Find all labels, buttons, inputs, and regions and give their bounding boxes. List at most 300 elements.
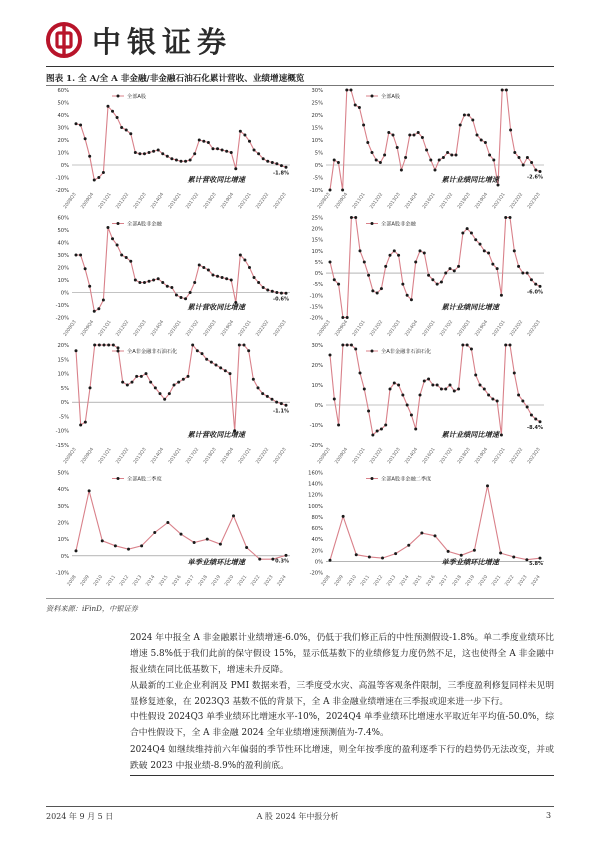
x-tick-label: 2014Q4 [150,319,166,338]
data-point [329,354,332,357]
data-point [111,237,114,240]
brand-name: 中银证券 [92,25,233,59]
x-tick-label: 2012 [373,574,385,588]
y-tick-label: -10% [55,428,69,435]
x-tick-label: 2008Q3 [63,319,78,338]
x-tick-label: 2012Q2 [115,319,131,338]
data-point [88,285,91,288]
data-point [252,378,255,381]
data-point [257,152,260,155]
data-point [243,134,246,137]
x-tick-label: 2018Q3 [457,319,472,338]
data-point [198,139,201,142]
data-point [120,254,123,257]
chart-panel-3 [56,216,290,338]
data-point [530,414,533,417]
end-value-label: -1.1% [273,408,289,415]
data-point [116,244,119,247]
data-point [383,154,386,157]
footer-rule [46,806,554,807]
data-point [102,171,105,174]
chart-panel-1 [56,88,290,210]
data-point [337,161,340,164]
data-point [425,149,428,152]
series-line [76,491,286,559]
data-point [168,392,171,395]
data-point [392,134,395,137]
data-point [221,149,224,152]
data-point [436,384,439,387]
data-point [461,232,464,235]
x-tick-label: 2021Q1 [238,192,253,211]
y-tick-label: 20% [57,343,69,349]
x-tick-label: 2016Q1 [168,447,183,466]
chart-annotation: 单季业绩环比增速 [187,557,245,567]
legend-label: 全A非金融非石油石化 [127,349,178,355]
data-point [79,254,82,257]
data-point [173,384,176,387]
data-point [184,297,187,300]
legend-label: 全部A股二季度 [127,476,162,483]
data-point [440,280,443,283]
data-point [449,384,452,387]
data-point [474,374,477,377]
x-tick-label: 2019 [465,574,477,588]
y-tick-label: -5% [312,282,323,289]
data-point [275,162,278,165]
data-point [414,260,417,263]
x-tick-label: 2011Q1 [352,192,367,211]
data-point [112,344,115,347]
y-tick-label: 30% [311,88,323,94]
chart-panel-5 [56,343,290,465]
y-tick-label: 10% [311,138,323,144]
data-point [135,375,138,378]
x-tick-label: 2023 [263,574,275,588]
x-tick-label: 2019Q4 [474,192,490,211]
series-line [330,90,540,190]
x-tick-label: 2022Q2 [255,319,271,338]
data-point [471,119,474,122]
y-tick-label: 30% [57,253,69,259]
data-point [410,414,413,417]
data-point [363,388,366,391]
data-point [207,141,210,144]
x-tick-label: 2014Q4 [150,447,166,466]
x-tick-label: 2008 [66,574,78,588]
chart-panel-8 [308,471,544,588]
data-point [491,398,494,401]
data-point [509,216,512,219]
paragraph-2 [130,678,554,710]
data-point [362,124,365,127]
end-value-label: -8.4% [527,424,543,431]
data-point [534,283,537,286]
data-point [434,169,437,172]
data-point [358,106,361,109]
data-point [450,154,453,157]
data-point [501,89,504,92]
data-point [333,159,336,162]
x-tick-label: 2018Q3 [457,447,472,466]
data-point [134,279,137,282]
data-point [111,110,114,113]
y-tick-label: -10% [309,293,323,300]
data-point [184,160,187,163]
data-point [480,139,483,142]
y-tick-label: 30% [311,343,323,349]
x-tick-label: 2011Q1 [352,447,367,466]
x-tick-label: 2021 [237,574,249,588]
data-point [175,159,178,162]
x-tick-label: 2021Q1 [238,319,253,338]
data-point [191,344,194,347]
data-point [329,189,332,192]
legend-label: 全A非金融非石油石化 [381,349,432,355]
x-tick-label: 2021Q1 [238,447,253,466]
x-tick-label: 2023Q3 [527,319,542,338]
end-value-label: -1.8% [273,170,289,177]
y-tick-label: 10% [57,150,69,157]
data-point [84,267,87,270]
x-tick-label: 2014Q4 [404,319,420,338]
x-tick-label: 2017Q2 [185,447,201,466]
x-tick-label: 2011Q1 [352,319,367,338]
x-tick-label: 2010 [93,574,104,588]
data-point [444,388,447,391]
x-tick-label: 2017Q2 [439,192,455,211]
chart-panel-7 [56,471,290,588]
y-tick-label: 40% [57,240,69,247]
data-point [367,274,370,277]
y-tick-label: 40% [57,487,69,494]
data-point [239,130,242,133]
x-tick-label: 2017 [438,574,450,588]
source-rule [46,598,554,599]
x-tick-label: 2019Q4 [220,192,236,211]
data-point [496,400,499,403]
data-point [457,265,460,268]
data-point [215,364,218,367]
x-tick-label: 2018Q3 [457,192,472,211]
y-tick-label: 50% [57,228,69,234]
x-tick-label: 2011 [360,574,372,588]
data-point [166,155,169,158]
data-point [525,558,528,561]
data-point [152,279,155,282]
data-point [406,404,409,407]
data-point [417,131,420,134]
footer-title: A 股 2024 年中报分析 [256,812,339,821]
data-point [376,292,379,295]
data-point [449,267,452,270]
data-point [206,538,209,541]
data-point [380,428,383,431]
x-tick-label: 2009 [333,574,345,588]
data-point [438,159,441,162]
x-tick-label: 2022Q2 [255,447,271,466]
data-point [247,349,250,352]
y-tick-label: 0% [60,163,69,169]
x-tick-label: 2014 [145,574,157,588]
data-point [419,394,422,397]
chart-annotation: 累计营收同比增速 [187,430,245,439]
data-point [371,289,374,292]
x-tick-label: 2014Q4 [404,192,420,211]
data-point [175,294,178,297]
x-tick-label: 2023Q3 [273,319,288,338]
data-point [166,285,169,288]
data-point [280,402,283,405]
data-point [93,310,96,313]
x-tick-label: 2013Q3 [133,192,148,211]
legend-marker [371,222,374,225]
data-point [248,140,251,143]
x-tick-label: 2009Q4 [80,319,96,338]
data-point [149,381,152,384]
data-point [202,140,205,143]
x-tick-label: 2012 [119,574,131,588]
y-tick-label: 40% [311,537,323,544]
data-point [393,382,396,385]
x-tick-label: 2021Q1 [492,447,507,466]
data-point [229,372,232,375]
data-point [342,515,345,518]
y-tick-label: 50% [57,100,69,107]
data-point [129,260,132,263]
source-note: 资料来源：iFinD，中银证券 [46,604,138,613]
y-tick-label: -10% [55,175,69,182]
data-point [285,554,288,557]
x-tick-label: 2018 [198,574,209,588]
data-point [470,232,473,235]
data-point [143,152,146,155]
data-point [429,159,432,162]
y-tick-label: -20% [55,315,69,322]
legend-marker [117,350,120,353]
data-point [530,161,533,164]
data-point [359,372,362,375]
data-point [476,134,479,137]
data-point [232,514,235,517]
data-point [101,539,104,542]
data-point [75,349,78,352]
x-tick-label: 2019 [211,574,223,588]
x-tick-label: 2014 [399,574,411,588]
data-point [193,152,196,155]
data-point [534,169,537,172]
series-line [76,345,286,431]
data-point [410,298,413,301]
data-point [400,169,403,172]
data-point [207,269,210,272]
data-point [368,555,371,558]
data-point [177,381,180,384]
data-point [75,549,78,552]
x-tick-label: 2008Q3 [317,319,332,338]
y-tick-label: -10% [55,570,69,577]
data-point [97,176,100,179]
data-point [394,552,397,555]
x-tick-label: 2011Q1 [98,192,113,211]
data-point [350,344,353,347]
y-tick-label: 30% [57,503,69,510]
paragraph-text-highlighted: 2024Q4 如继续维持前六年偏弱的季节性环比增速，则全年按季度的盈利逐季下行的趋势仍无法改变，并或跌破 2023 中报业绩-8.9%的盈利前底。 [130,742,554,776]
y-tick-label: -20% [55,188,69,194]
data-point [380,287,383,290]
data-point [145,372,148,375]
data-point [512,555,515,558]
data-point [517,265,520,268]
x-tick-label: 2018Q3 [203,192,218,211]
chart-panel-4 [310,216,544,338]
data-point [406,294,409,297]
data-point [513,249,516,252]
y-tick-label: 10% [311,248,323,255]
y-tick-label: 10% [57,537,69,544]
data-point [205,358,208,361]
data-point [107,344,110,347]
data-point [363,260,366,263]
data-point [219,366,222,369]
data-point [444,272,447,275]
data-point [401,283,404,286]
x-tick-label: 2023Q3 [527,447,542,466]
data-point [211,274,214,277]
data-point [453,269,456,272]
data-point [180,533,183,536]
y-tick-label: 20% [311,548,323,555]
x-tick-label: 2022 [504,574,516,588]
data-point [359,249,362,252]
x-tick-label: 2018Q3 [203,447,218,466]
figure-title: 图表 1. 全 A/全 A 非金融/非金融石油石化累计营收、业绩增速概览 [46,74,305,84]
data-point [521,400,524,403]
x-tick-label: 2016Q1 [168,319,183,338]
x-tick-label: 2022Q2 [509,447,525,466]
data-point [504,344,507,347]
data-point [170,157,173,160]
data-point [89,386,92,389]
data-point [180,160,183,163]
data-point [396,146,399,149]
data-point [467,114,470,117]
chart-annotation: 累计业绩同比增速 [441,430,499,439]
data-point [526,272,529,275]
legend-marker [117,222,120,225]
data-point [371,434,374,437]
x-tick-label: 2012Q2 [369,192,385,211]
x-tick-label: 2018 [452,574,463,588]
x-tick-label: 2011 [106,574,118,588]
data-point [376,430,379,433]
y-tick-label: 20% [311,363,323,369]
data-point [103,344,106,347]
y-tick-label: -20% [309,443,323,449]
data-point [106,105,109,108]
data-point [210,361,213,364]
data-point [97,307,100,310]
chart-grid [46,86,554,596]
end-value-label: 0.3% [275,558,289,565]
data-point [483,249,486,252]
data-point [446,151,449,154]
data-point [84,421,87,424]
data-point [266,289,269,292]
data-point [479,384,482,387]
x-tick-label: 2022 [250,574,262,588]
page-number: 3 [546,811,552,820]
data-point [75,254,78,257]
legend-label: 全部A股 [127,94,147,100]
data-point [505,89,508,92]
data-point [389,388,392,391]
data-point [262,286,265,289]
y-tick-label: 60% [57,88,69,94]
data-point [275,291,278,294]
data-point [248,266,251,269]
y-tick-label: 50% [57,470,69,477]
data-point [161,152,164,155]
y-tick-label: 0% [314,271,323,278]
data-point [487,394,490,397]
data-point [93,179,96,182]
chart-annotation: 累计营收同比增速 [187,175,245,184]
data-point [239,254,242,257]
x-tick-label: 2009Q4 [334,319,350,338]
data-point [140,375,143,378]
x-tick-label: 2010 [347,574,358,588]
data-point [138,152,141,155]
x-tick-label: 2021Q1 [492,319,507,338]
data-point [333,398,336,401]
chart-annotation: 单季业绩环比增速 [441,557,499,567]
data-point [93,344,96,347]
data-point [539,170,542,173]
data-point [427,378,430,381]
data-point [434,534,437,537]
data-point [266,160,269,163]
x-tick-label: 2017 [184,574,196,588]
data-point [266,395,269,398]
x-tick-label: 2013 [386,574,398,588]
data-point [166,521,169,524]
data-point [193,281,196,284]
data-point [486,484,489,487]
data-point [148,151,151,154]
legend-marker [371,95,374,98]
data-point [216,147,219,150]
data-point [470,348,473,351]
data-point [238,344,241,347]
x-tick-label: 2009 [79,574,91,588]
data-point [453,390,456,393]
data-point [496,267,499,270]
y-tick-label: 0% [314,559,323,566]
y-tick-label: 20% [311,226,323,233]
x-tick-label: 2014Q4 [404,447,420,466]
y-tick-label: 15% [57,357,69,364]
y-tick-label: 10% [311,383,323,389]
y-tick-label: -15% [309,304,323,311]
y-tick-label: 5% [314,150,323,157]
x-tick-label: 2016Q1 [168,192,183,211]
data-point [196,349,199,352]
data-point [442,156,445,159]
data-point [221,276,224,279]
data-point [258,558,261,561]
x-tick-label: 2009Q4 [80,447,96,466]
